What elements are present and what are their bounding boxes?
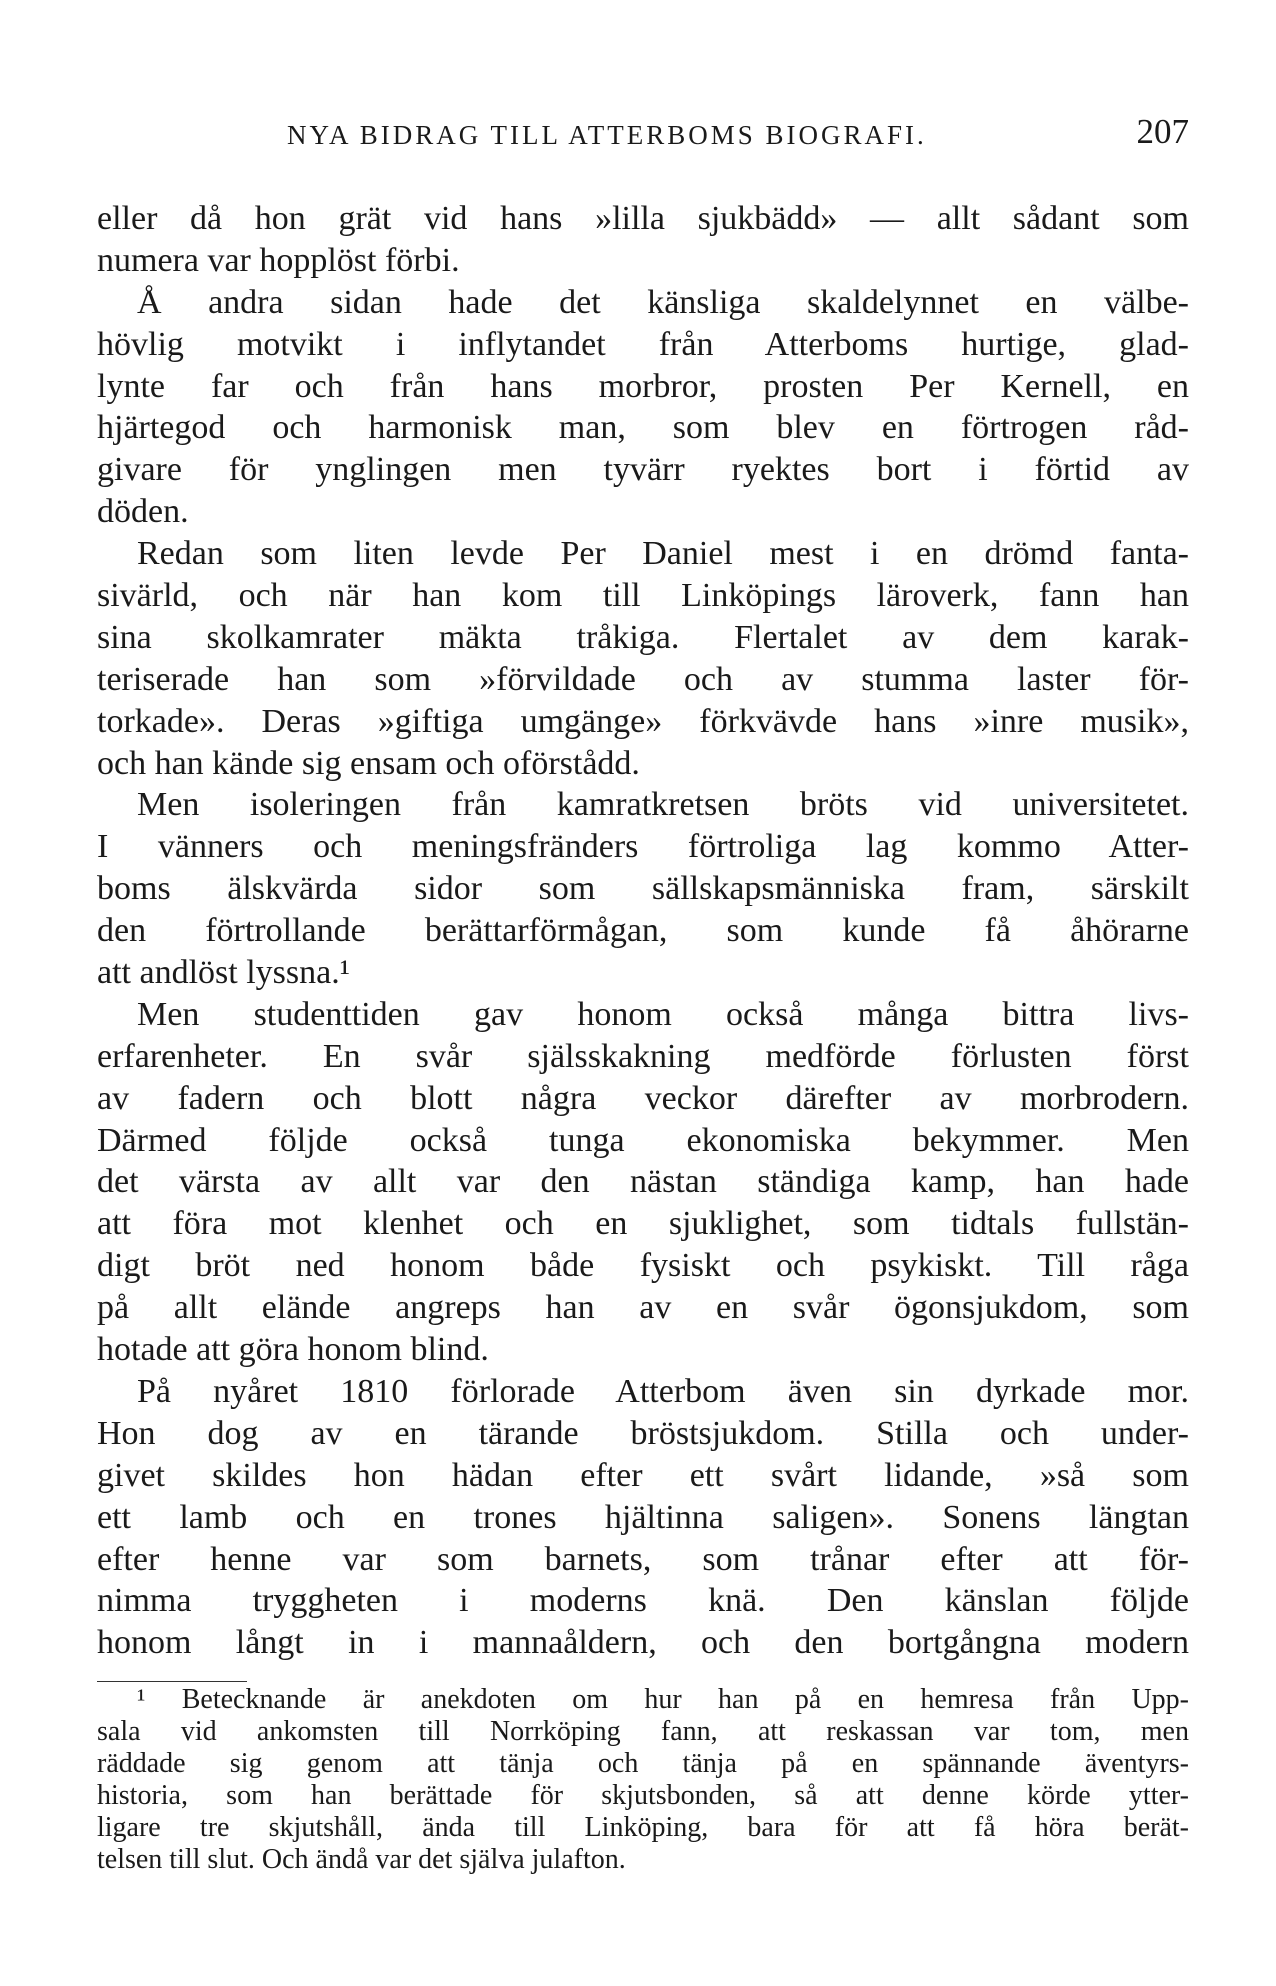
text-line: digt bröt ned honom både fysiskt och psykiskt. Till råga <box>97 1247 1189 1285</box>
text-line: På nyåret 1810 förlorade Atterbom även sin dyrkade mor. <box>137 1372 1189 1410</box>
footnote-line: räddade sig genom att tänja och tänja på en spännande äventyrs- <box>97 1748 1189 1780</box>
running-head <box>97 112 1189 156</box>
text-line: givare för ynglingen men tyvärr ryektes bort i förtid av <box>97 451 1189 489</box>
text-line: sina skolkamrater mäkta tråkiga. Flertalet av dem karak- <box>97 618 1189 656</box>
footnotes <box>97 1684 1189 1877</box>
body-text <box>97 198 1189 1664</box>
text-line: döden. <box>97 493 189 531</box>
text-line: erfarenheter. En svår själsskakning medförde förlusten först <box>97 1037 1189 1075</box>
text-line: numera var hopplöst förbi. <box>97 241 460 279</box>
footnote-line: ligare tre skjutshåll, ända till Linköping, bara för att få höra berät- <box>97 1812 1189 1844</box>
text-line: den förtrollande berättarförmågan, som kunde få åhörarne <box>97 912 1189 950</box>
text-line: hotade att göra honom blind. <box>97 1331 489 1369</box>
text-line: sivärld, och när han kom till Linköpings läroverk, fann han <box>97 577 1189 615</box>
text-line: boms älskvärda sidor som sällskapsmänniska fram, särskilt <box>97 870 1189 908</box>
text-line: ett lamb och en trones hjältinna saligen». Sonens längtan <box>97 1498 1189 1536</box>
text-line: det värsta av allt var den nästan ständiga kamp, han hade <box>97 1163 1189 1201</box>
text-line: och han kände sig ensam och oförstådd. <box>97 744 640 782</box>
text-line: Å andra sidan hade det känsliga skaldelynnet en välbe- <box>137 283 1189 321</box>
text-line: givet skildes hon hädan efter ett svårt lidande, »så som <box>97 1456 1189 1494</box>
text-line: teriserade han som »förvildade och av stumma laster för- <box>97 660 1189 698</box>
text-line: Redan som liten levde Per Daniel mest i en drömd fanta- <box>137 535 1189 573</box>
footnote-line: sala vid ankomsten till Norrköping fann, att reskassan var tom, men <box>97 1716 1189 1748</box>
text-line: hövlig motvikt i inflytandet från Atterboms hurtige, glad- <box>97 325 1189 363</box>
text-line: lynte far och från hans morbror, prosten Per Kernell, en <box>97 367 1189 405</box>
text-line: hjärtegod och harmonisk man, som blev en förtrogen råd- <box>97 409 1189 447</box>
text-line: Men studenttiden gav honom också många bittra livs- <box>137 995 1189 1033</box>
footnote-rule <box>97 1681 247 1682</box>
text-line: I vänners och meningsfränders förtroliga lag kommo Atter- <box>97 828 1189 866</box>
footnote-line: historia, som han berättade för skjutsbonden, så att denne körde ytter- <box>97 1780 1189 1812</box>
text-line: att föra mot klenhet och en sjuklighet, som tidtals fullstän- <box>97 1205 1189 1243</box>
text-line: torkade». Deras »giftiga umgänge» förkvävde hans »inre musik», <box>97 702 1189 740</box>
text-line: att andlöst lyssna.¹ <box>97 954 350 992</box>
footnote-line: telsen till slut. Och ändå var det själva julafton. <box>97 1844 626 1876</box>
footnote-line: ¹ Betecknande är anekdoten om hur han på en hemresa från Upp- <box>137 1684 1189 1715</box>
text-line: Därmed följde också tunga ekonomiska bekymmer. Men <box>97 1121 1189 1159</box>
text-line: Men isoleringen från kamratkretsen bröts vid universitetet. <box>137 786 1189 824</box>
text-line: eller då hon grät vid hans »lilla sjukbädd» — allt sådant som <box>97 200 1189 237</box>
text-line: efter henne var som barnets, som trånar efter att för- <box>97 1540 1189 1578</box>
text-line: Hon dog av en tärande bröstsjukdom. Stilla och under- <box>97 1414 1189 1452</box>
text-line: nimma tryggheten i moderns knä. Den känslan följde <box>97 1582 1189 1620</box>
text-line: på allt elände angreps han av en svår ögonsjukdom, som <box>97 1289 1189 1327</box>
text-line: honom långt in i mannaåldern, och den bortgångna modern <box>97 1624 1189 1662</box>
page-number: 207 <box>1136 112 1189 151</box>
running-title: NYA BIDRAG TILL ATTERBOMS BIOGRAFI. <box>287 120 927 150</box>
text-line: av fadern och blott några veckor därefter av morbrodern. <box>97 1079 1189 1117</box>
